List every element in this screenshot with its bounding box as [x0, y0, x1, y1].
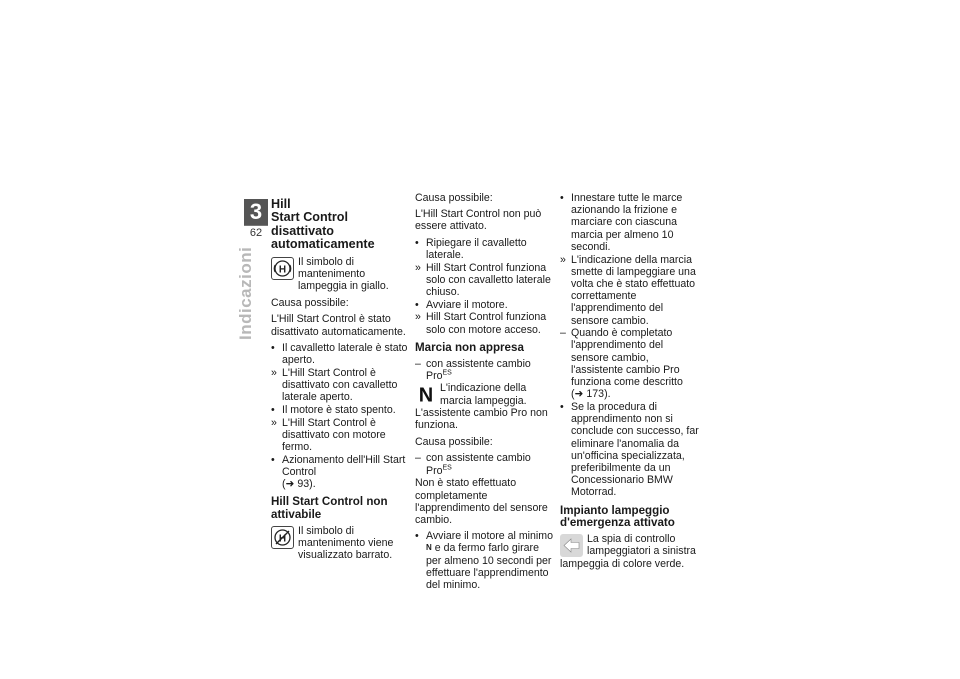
cause-label: Causa possibile: [271, 297, 349, 310]
list-item [560, 254, 700, 327]
hill-hold-crossed-icon [271, 526, 294, 549]
list-item-text: Ripiegare il cavalletto laterale. [426, 236, 527, 261]
page-number: 62 [249, 227, 263, 239]
bullet-mark: • [271, 403, 275, 416]
list-item-text: Hill Start Control funziona solo con cavalletto laterale chiuso. [426, 261, 551, 298]
heading-gear-not-learned: Marcia non appresa [415, 340, 524, 354]
bullet-mark: • [415, 530, 419, 543]
list-item-text: Il cavalletto laterale è stato aperto. [282, 341, 408, 367]
chapter-divider [244, 225, 268, 226]
list-item [415, 530, 553, 591]
list-item [271, 404, 409, 416]
list-item-text: L'indicazione della marcia smette di lampeggiare una volta che è stato effettuato correttamente l'apprendimento del sensore cambio. [571, 253, 696, 327]
cause-text: Non è stato effettuato completamente l'apprendimento del sensore cambio. [415, 477, 548, 526]
list-item-text: Azionamento dell'Hill Start Control [282, 453, 406, 478]
chapter-side-label: Indicazioni [236, 246, 255, 340]
result-mark: » [415, 261, 421, 274]
gear-symbol-block [415, 382, 553, 431]
hill-hold-icon [271, 257, 294, 280]
heading-hill-start-not-activatable: Hill Start Control non attivabile [271, 495, 388, 522]
svg-text:H: H [278, 263, 287, 275]
heading-hazard-warning: Impianto lampeggio d'emergenza attivato [560, 503, 675, 530]
list-item-text: Avviare il motore. [426, 298, 508, 311]
list-item-text: L'Hill Start Control è disattivato con motore fermo. [282, 416, 386, 453]
chapter-number: 3 [244, 199, 268, 225]
list-item-text: Il motore è stato spento. [282, 403, 396, 416]
turn-signal-symbol-block [560, 533, 700, 570]
list-item [415, 237, 553, 261]
bullet-mark: • [560, 192, 564, 204]
result-mark: » [415, 311, 421, 324]
result-mark: » [271, 416, 277, 429]
hold-symbol-text: Il simbolo di mantenimento lampeggia in giallo. [298, 255, 389, 293]
dash-mark: – [560, 327, 566, 340]
turn-left-indicator-icon [560, 534, 583, 557]
list-item-text-cont: e da fermo farlo girare per almeno 10 secondi per effettuare l'apprendimento del minimo. [426, 542, 552, 592]
page-reference[interactable]: (➜ 93). [282, 478, 316, 491]
list-item [415, 299, 553, 311]
svg-text:N: N [418, 384, 433, 404]
page-reference-number: 93 [297, 478, 310, 491]
es-superscript: ES [442, 464, 452, 472]
list-item [271, 342, 409, 366]
result-mark: » [560, 253, 566, 266]
cause-text: L'Hill Start Control non può essere attivato. [415, 208, 542, 233]
hold-symbol-block [271, 256, 409, 293]
bullet-mark: • [271, 453, 275, 466]
result-mark: » [271, 366, 277, 379]
hold-crossed-symbol-block [271, 525, 409, 562]
list-item-text: Innestare tutte le marce azionando la frizione e marciare con ciascuna marcia per almeno 10 secondi. [571, 192, 683, 253]
list-item [415, 262, 553, 299]
heading-hill-start-auto-off [271, 198, 409, 252]
list-item [415, 311, 553, 335]
list-item [560, 192, 700, 253]
list-item-text: Hill Start Control funziona solo con motore acceso. [426, 311, 547, 336]
bullet-mark: • [560, 400, 564, 413]
arrow-right-icon: ➜ [574, 388, 584, 401]
hold-crossed-symbol-text: Il simbolo di mantenimento viene visualizzato barrato. [298, 524, 394, 562]
list-item-text: Avviare il motore al minimo [426, 530, 553, 543]
es-superscript: ES [442, 369, 452, 377]
cause-text: L'Hill Start Control è stato disattivato automaticamente. [271, 313, 406, 338]
dash-mark: – [415, 452, 421, 465]
gear-symbol-text: L'indicazione della marcia lampeggia. L'assistente cambio Pro non funziona. [415, 382, 548, 432]
dash-mark: – [415, 357, 421, 370]
cause-label: Causa possibile: [415, 436, 493, 449]
page-reference[interactable]: (➜ 173). [571, 388, 611, 401]
page-reference-number: 173 [586, 388, 605, 401]
list-item [271, 367, 409, 404]
condition-item [415, 452, 553, 476]
column-1 [271, 198, 409, 566]
list-item-text: Quando è completato l'apprendimento del sensore cambio, l'assistente cambio Pro funziona come descritto [571, 327, 683, 389]
cause-label: Causa possibile: [415, 192, 493, 204]
column-3 [560, 192, 700, 575]
gear-n-icon [415, 383, 436, 404]
list-item [560, 327, 700, 400]
neutral-n-icon: N [426, 543, 432, 553]
list-item-text: L'Hill Start Control è disattivato con cavalletto laterale aperto. [282, 366, 398, 404]
bullet-mark: • [415, 236, 419, 249]
list-item-text: Se la procedura di apprendimento non si conclude con successo, far eliminare l'anomalia da un'officina specializzata, preferibilmente da un Concessionario BMW Motorrad. [571, 400, 699, 499]
condition-item [415, 358, 553, 382]
arrow-right-icon: ➜ [285, 478, 295, 491]
condition-text: con assistente cambio Pro [426, 357, 531, 382]
column-2 [415, 192, 553, 592]
svg-text:H: H [278, 533, 287, 545]
condition-text: con assistente cambio Pro [426, 452, 531, 477]
bullet-mark: • [271, 341, 275, 354]
list-item [271, 454, 409, 491]
list-item [560, 401, 700, 499]
turn-signal-symbol-text: La spia di controllo lampeggiatori a sinistra lampeggia di colore verde. [560, 533, 696, 570]
bullet-mark: • [415, 298, 419, 311]
heading-text: Hill Start Control disattivato automaticamente [271, 197, 375, 252]
list-item [271, 417, 409, 454]
